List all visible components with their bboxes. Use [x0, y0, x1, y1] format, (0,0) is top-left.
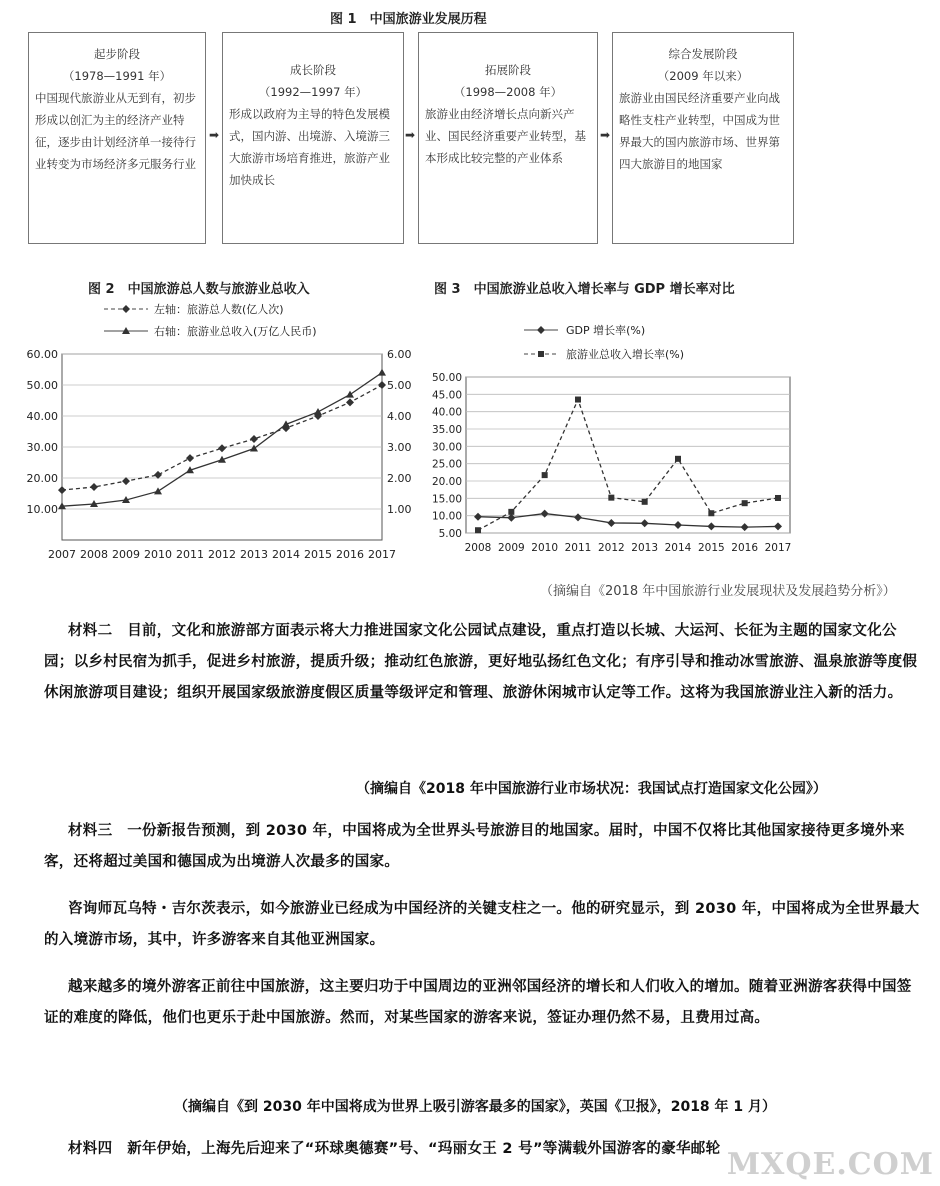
x-tick-label: 2016: [731, 542, 759, 554]
stage-text: 中国现代旅游业从无到有，初步形成以创汇为主的经济产业特征，逐步由计划经济单一接待行业转变为市场经济多元服务行业: [35, 91, 196, 171]
x-tick-label: 2010: [531, 542, 559, 554]
fig2-title: 图 2 中国旅游总人数与旅游业总收入: [88, 282, 310, 297]
x-tick-label: 2015: [697, 542, 725, 554]
fig2-legend-left: 左轴：旅游总人数(亿人次): [154, 303, 284, 316]
data-point: [154, 487, 162, 494]
y-left-tick-label: 50.00: [26, 379, 58, 392]
data-point: [774, 522, 782, 530]
data-point: [346, 391, 354, 398]
data-point: [674, 521, 682, 529]
material3-text-2: 咨询师瓦乌特・吉尔茨表示，如今旅游业已经成为中国经济的关键支柱之一。他的研究显示，到 2030 年，中国将成为全世界最大的入境游市场，其中，许多游客来自其他亚洲国家。: [44, 901, 920, 948]
fig3-legend-tour: 旅游业总收入增长率(%): [566, 348, 685, 361]
data-point: [58, 486, 66, 494]
data-point: [508, 509, 514, 515]
y-tick-label: 45.00: [431, 389, 462, 402]
data-point: [608, 495, 614, 501]
x-tick-label: 2016: [336, 548, 364, 561]
y-left-tick-label: 40.00: [26, 410, 58, 423]
data-point: [574, 513, 582, 521]
data-point: [346, 398, 354, 406]
material2-source: （摘编自《2018 年中国旅游行业市场状况：我国试点打造国家文化公园》）: [356, 781, 827, 797]
x-tick-label: 2011: [564, 542, 592, 554]
data-point: [250, 435, 258, 443]
stage-name: 拓展阶段: [485, 63, 531, 77]
x-tick-label: 2009: [497, 542, 525, 554]
series-line: [62, 373, 382, 507]
material3-paragraph-1: [44, 816, 920, 878]
stage-card-1: [28, 32, 206, 244]
stage-period: （1978—1991 年）: [62, 69, 172, 83]
data-point: [314, 408, 322, 415]
fig3-legend: [520, 318, 780, 364]
stage-card-4: [612, 32, 794, 244]
data-point: [218, 444, 226, 452]
material3-text-3: 越来越多的境外游客正前往中国旅游，这主要归功于中国周边的亚洲邻国经济的增长和人们收入的增加。随着亚洲游客获得中国签证的难度的降低，他们也更乐于赴中国旅游。然而，对某些国家的游客来说，签证办理仍然不易，且费用过高。: [44, 979, 912, 1026]
plot-frame: [466, 377, 790, 533]
x-tick-label: 2008: [464, 542, 492, 554]
arrow-icon: ➡: [600, 128, 611, 142]
data-point: [741, 523, 749, 531]
stage-period: （1992—1997 年）: [258, 85, 368, 99]
stage-text: 旅游业由经济增长点向新兴产业、国民经济重要产业转型，基本形成比较完整的产业体系: [425, 107, 586, 165]
y-left-tick-label: 10.00: [26, 503, 58, 516]
y-right-tick-label: 4.00: [387, 410, 412, 423]
x-tick-label: 2012: [208, 548, 236, 561]
material3-source: （摘编自《到 2030 年中国将成为世界上吸引游客最多的国家》，英国《卫报》，2018 年 1 月）: [174, 1099, 777, 1115]
x-tick-label: 2009: [112, 548, 140, 561]
material3-text-1: 材料三 一份新报告预测，到 2030 年，中国将成为全世界头号旅游目的地国家。届时，中国不仅将比其他国家接待更多境外来客，还将超过美国和德国成为出境游人次最多的国家。: [44, 823, 905, 870]
arrow-icon: ➡: [405, 128, 416, 142]
data-point: [378, 381, 386, 389]
data-point: [186, 454, 194, 462]
x-tick-label: 2013: [631, 542, 659, 554]
y-right-tick-label: 1.00: [387, 503, 412, 516]
data-point: [675, 456, 681, 462]
y-right-tick-label: 5.00: [387, 379, 412, 392]
material2-paragraph: [44, 616, 920, 709]
y-tick-label: 35.00: [431, 424, 462, 436]
material3-paragraph-3: [44, 972, 920, 1034]
data-point: [475, 527, 481, 533]
x-tick-label: 2011: [176, 548, 204, 561]
data-point: [707, 522, 715, 530]
stage-period: （2009 年以来）: [657, 69, 749, 83]
fig2-legend: [100, 298, 400, 342]
data-point: [542, 472, 548, 478]
y-tick-label: 50.00: [431, 372, 462, 384]
fig1-title: 图 1 中国旅游业发展历程: [330, 12, 487, 27]
x-tick-label: 2013: [240, 548, 268, 561]
data-point: [507, 514, 515, 522]
fig3-chart: [420, 365, 800, 575]
series-line: [478, 400, 778, 531]
y-left-tick-label: 30.00: [26, 441, 58, 454]
y-left-tick-label: 20.00: [26, 472, 58, 485]
chart-source-note: （摘编自《2018 年中国旅游行业发展现状及发展趋势分析》）: [540, 584, 896, 599]
y-left-tick-label: 60.00: [26, 348, 58, 361]
stage-card-2: [222, 32, 404, 244]
x-tick-label: 2014: [664, 542, 692, 554]
stage-period: （1998—2008 年）: [453, 85, 563, 99]
watermark-logo: MXQE.COM: [726, 1147, 934, 1182]
stage-text: 旅游业由国民经济重要产业向战略性支柱产业转型，中国成为世界最大的国内旅游市场、世界第四大旅游目的地国家: [619, 91, 780, 171]
data-point: [607, 519, 615, 527]
material3-paragraph-2: [44, 894, 920, 956]
data-point: [775, 495, 781, 501]
data-point: [250, 445, 258, 452]
y-tick-label: 40.00: [431, 406, 462, 419]
fig3-title: 图 3 中国旅游业总收入增长率与 GDP 增长率对比: [434, 282, 735, 297]
stage-name: 起步阶段: [94, 47, 140, 61]
data-point: [742, 500, 748, 506]
y-tick-label: 10.00: [431, 510, 462, 523]
y-tick-label: 5.00: [438, 528, 462, 540]
stage-text: 形成以政府为主导的特色发展模式，国内游、出境游、入境游三大旅游市场培育推进，旅游产业加快成长: [229, 107, 390, 187]
x-tick-label: 2012: [597, 542, 625, 554]
y-tick-label: 30.00: [431, 441, 462, 454]
data-point: [474, 513, 482, 521]
y-right-tick-label: 6.00: [387, 348, 412, 361]
data-point: [378, 369, 386, 376]
x-tick-label: 2017: [368, 548, 396, 561]
y-right-tick-label: 2.00: [387, 472, 412, 485]
fig3-legend-gdp: GDP 增长率(%): [566, 324, 646, 337]
y-tick-label: 25.00: [431, 458, 462, 471]
y-tick-label: 20.00: [431, 476, 462, 488]
fig2-chart: [0, 340, 420, 575]
y-tick-label: 15.00: [431, 493, 462, 506]
x-tick-label: 2017: [764, 542, 792, 554]
arrow-icon: ➡: [209, 128, 220, 142]
x-tick-label: 2007: [48, 548, 76, 561]
data-point: [708, 510, 714, 516]
stage-name: 成长阶段: [290, 63, 336, 77]
data-point: [642, 499, 648, 505]
x-tick-label: 2014: [272, 548, 300, 561]
data-point: [641, 519, 649, 527]
series-line: [62, 385, 382, 490]
x-tick-label: 2010: [144, 548, 172, 561]
data-point: [541, 510, 549, 518]
y-right-tick-label: 3.00: [387, 441, 412, 454]
material2-text: 材料二 目前，文化和旅游部方面表示将大力推进国家文化公园试点建设，重点打造以长城、大运河、长征为主题的国家文化公园；以乡村民宿为抓手，促进乡村旅游，提质升级；推动红色旅游，更好地弘扬红色文化；有序引导和推动冰雪旅游、温泉旅游等度假休闲旅游项目建设；组织开展国家级旅游度假区质量等级评定和管理、旅游休闲城市认定等工作。这将为我国旅游业注入新的活力。: [44, 623, 918, 701]
x-tick-label: 2015: [304, 548, 332, 561]
stage-name: 综合发展阶段: [668, 47, 738, 61]
fig2-legend-right: 右轴：旅游业总收入(万亿人民币): [154, 325, 317, 338]
material4-text: 材料四 新年伊始，上海先后迎来了“环球奥德赛”号、“玛丽女王 2 号”等满载外国游客的豪华邮轮: [68, 1141, 721, 1157]
data-point: [575, 397, 581, 403]
data-point: [90, 483, 98, 491]
stage-card-3: [418, 32, 598, 244]
x-tick-label: 2008: [80, 548, 108, 561]
